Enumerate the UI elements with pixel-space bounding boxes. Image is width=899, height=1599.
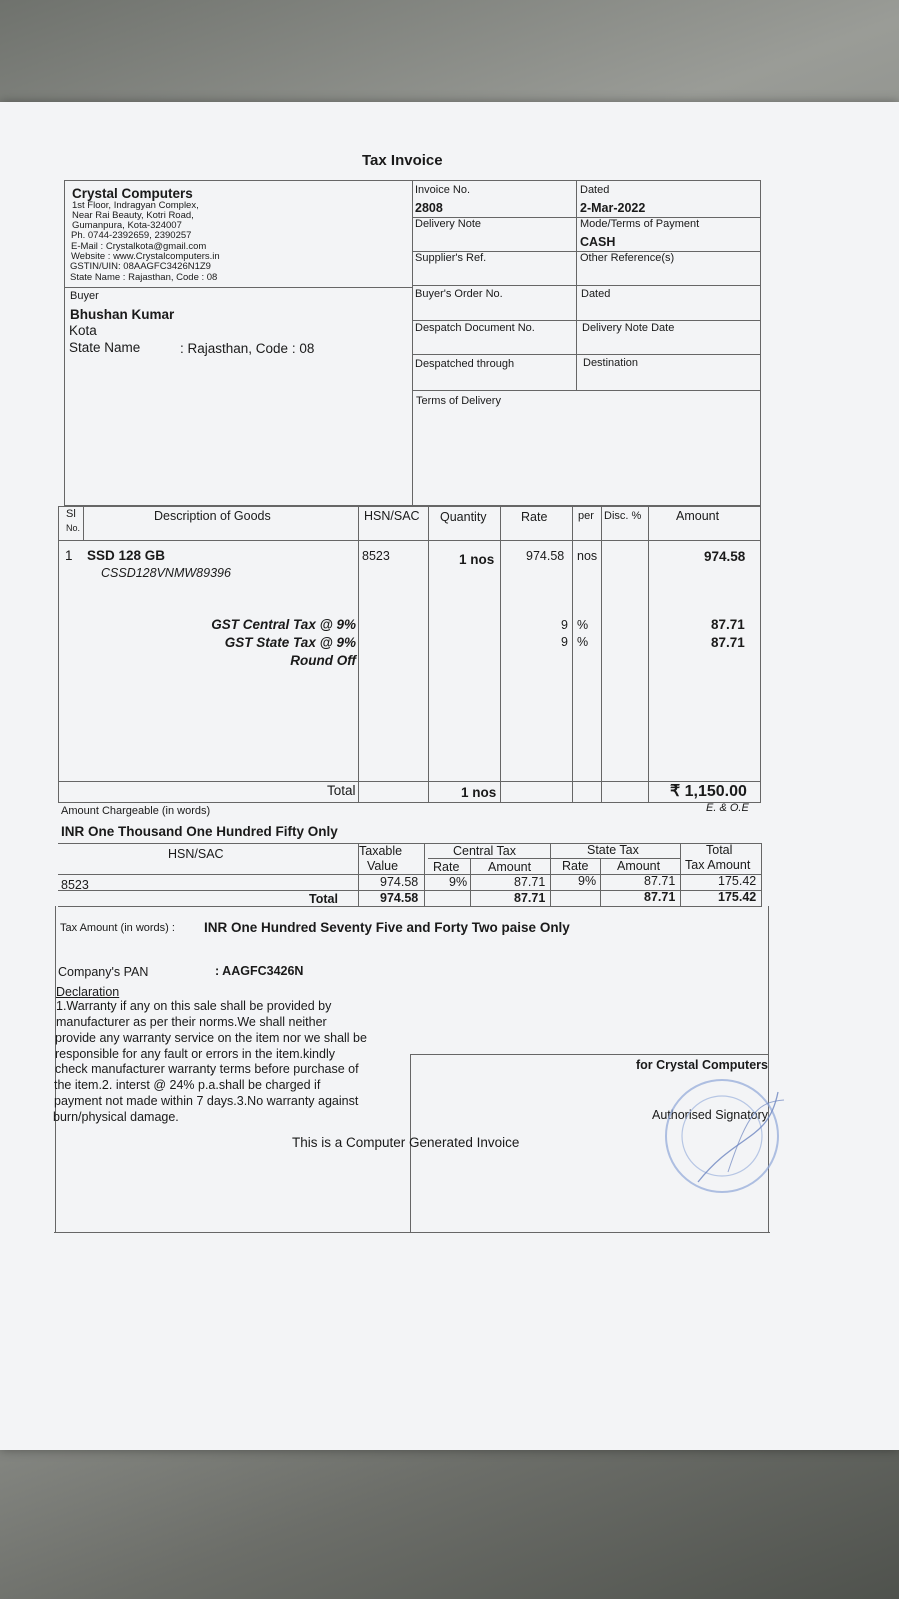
meta-hline-4 [412,320,761,321]
col-sl [83,506,84,541]
delivery-note-label: Delivery Note [415,218,482,230]
tax-totals-taxable: 974.58 [380,891,419,905]
seller-address-2: Gumanpura, Kota-324007 [72,220,182,231]
invoice-no-value: 2808 [415,201,443,215]
eoe-label: E. & O.E [706,802,749,814]
tax-row-hsn: 8523 [61,878,89,892]
meta-hline-3 [412,285,761,286]
header-per: per [578,510,594,522]
terms-label: Terms of Delivery [416,395,501,407]
sgst-amount: 87.71 [711,635,745,650]
tax-col-right [761,843,762,906]
despatch-doc-label: Despatch Document No. [415,322,535,334]
col-hsn [428,506,429,803]
delivery-note-date-label: Delivery Note Date [582,322,675,334]
buyer-city: Kota [69,323,97,338]
sgst-pct: % [577,635,589,649]
destination-label: Destination [583,357,639,369]
tax-words-label: Tax Amount (in words) : [60,922,175,934]
seller-divider [64,287,412,288]
tax-c-rate-header: Rate [433,860,460,874]
tax-total-header-1: Total [706,843,733,857]
cgst-amount: 87.71 [711,617,745,632]
meta-hline-5 [412,354,761,355]
amount-in-words: INR One Thousand One Hundred Fifty Only [61,824,338,839]
tax-central-header: Central Tax [453,844,516,858]
cgst-pct: % [577,618,589,632]
item-sl: 1 [65,548,73,563]
dated-label: Dated [580,184,610,196]
col-desc [358,506,359,803]
seller-address-7: State Name : Rajasthan, Code : 08 [70,272,218,283]
tax-taxable-2: Value [367,859,399,873]
seller-address-6: GSTIN/UIN: 08AAGFC3426N1Z9 [70,261,211,272]
footer-note: This is a Computer Generated Invoice [292,1135,520,1150]
header-description: Description of Goods [154,509,271,523]
declaration-line-2: provide any warranty service on the item nor we shall be [55,1031,367,1045]
sgst-label: GST State Tax @ 9% [224,635,356,650]
tax-table-bottom [58,906,762,907]
seller-address-0: 1st Floor, Indragyan Complex, [72,200,199,211]
tax-col-camt [550,843,551,906]
items-total-line [58,781,761,782]
declaration-line-6: payment not made within 7 days.3.No warranty against [54,1094,359,1108]
payment-label: Mode/Terms of Payment [580,218,700,230]
tax-totals-s-amt: 87.71 [644,890,676,904]
header-sl: Sl [66,508,76,520]
lower-frame-bottom [54,1232,770,1233]
chargeable-label: Amount Chargeable (in words) [61,805,211,817]
declaration-line-4: check manufacturer warranty terms before purchase of [55,1062,359,1076]
tax-totals-total: 175.42 [718,890,757,904]
col-rate [572,506,573,803]
header-amount: Amount [676,509,720,523]
buyer-label: Buyer [70,290,99,302]
signatory-top [410,1054,769,1055]
cgst-rate: 9 [561,618,568,632]
payment-value: CASH [580,235,616,249]
tax-col-taxable [424,843,425,906]
tax-row-taxable: 974.58 [380,875,419,889]
tax-hsn-header: HSN/SAC [168,847,224,861]
declaration-line-7: burn/physical damage. [53,1110,179,1124]
for-company: for Crystal Computers [636,1058,768,1072]
tax-taxable-1: Taxable [359,844,403,858]
tax-state-header: State Tax [587,843,639,857]
tax-row-c-rate: 9% [449,875,468,889]
tax-row-c-amt: 87.71 [514,875,546,889]
tax-c-amount-header: Amount [488,860,532,874]
seller-address-5: Website : www.Crystalcomputers.in [71,251,220,262]
col-per [601,506,602,803]
declaration-line-1: manufacturer as per their norms.We shall neither [56,1015,327,1029]
total-amount: ₹ 1,150.00 [670,783,747,800]
buyer-name: Bhushan Kumar [70,307,175,322]
pan-value: : AAGFC3426N [215,964,304,978]
meta-hline-6 [412,390,761,391]
tax-s-amount-header: Amount [617,859,661,873]
buyer-state-value: : Rajasthan, Code : 08 [180,341,315,356]
meta-vline-left [412,180,413,506]
declaration-line-5: the item.2. interst @ 24% p.a.shall be charged if [54,1078,321,1092]
buyers-order-label: Buyer's Order No. [415,288,503,300]
total-label: Total [327,783,356,798]
declaration-line-0: 1.Warranty if any on this sale shall be provided by [56,999,332,1013]
header-quantity: Quantity [440,510,487,524]
col-disc [648,506,649,803]
item-amount: 974.58 [704,549,746,564]
buyer-state-label: State Name [69,340,141,355]
other-ref-label: Other Reference(s) [580,252,675,264]
tax-row-s-rate: 9% [578,874,597,888]
seller-address-4: E-Mail : Crystalkota@gmail.com [71,241,207,252]
pan-label: Company's PAN [58,965,149,979]
header-disc: Disc. % [604,510,642,522]
dated2-label: Dated [581,288,611,300]
round-off-label: Round Off [290,653,356,668]
tax-total-header-2: Tax Amount [685,858,751,872]
item-name: SSD 128 GB [87,548,166,563]
item-per: nos [577,549,598,563]
item-serial: CSSD128VNMW89396 [101,566,231,580]
tax-totals-label: Total [309,892,338,906]
header-no: No. [66,523,81,533]
invoice-paper [0,102,899,1450]
seller-address-3: Ph. 0744-2392659, 2390257 [71,230,192,241]
declaration-line-3: responsible for any fault or errors in the item.kindly [55,1047,335,1061]
dated-value: 2-Mar-2022 [580,201,646,215]
tax-row-total: 175.42 [718,874,757,888]
authorised-signatory: Authorised Signatory [652,1108,769,1122]
item-quantity: 1 nos [459,552,495,567]
tax-col-crate [470,859,471,906]
item-rate: 974.58 [526,549,565,563]
cgst-label: GST Central Tax @ 9% [211,617,356,632]
seller-address-1: Near Rai Beauty, Kotri Road, [72,210,194,221]
tax-table-top [58,843,762,844]
tax-words-value: INR One Hundred Seventy Five and Forty Two paise Only [204,920,570,935]
declaration-label: Declaration [56,985,120,999]
tax-totals-c-amt: 87.71 [514,891,546,905]
tax-col-samt [680,843,681,906]
company-stamp-icon [658,1072,786,1200]
col-qty [500,506,501,803]
despatched-through-label: Despatched through [415,358,515,370]
total-quantity: 1 nos [461,785,497,800]
items-header-line [58,540,761,541]
doc-title: Tax Invoice [362,152,443,169]
sgst-rate: 9 [561,635,568,649]
header-rate: Rate [521,510,548,524]
seller-name: Crystal Computers [72,186,193,201]
tax-row-s-amt: 87.71 [644,874,676,888]
item-hsn: 8523 [362,549,390,563]
suppliers-ref-label: Supplier's Ref. [415,252,487,264]
tax-col-srate [600,859,601,906]
header-hsn: HSN/SAC [364,509,420,523]
tax-s-rate-header: Rate [562,859,589,873]
invoice-no-label: Invoice No. [415,184,471,196]
